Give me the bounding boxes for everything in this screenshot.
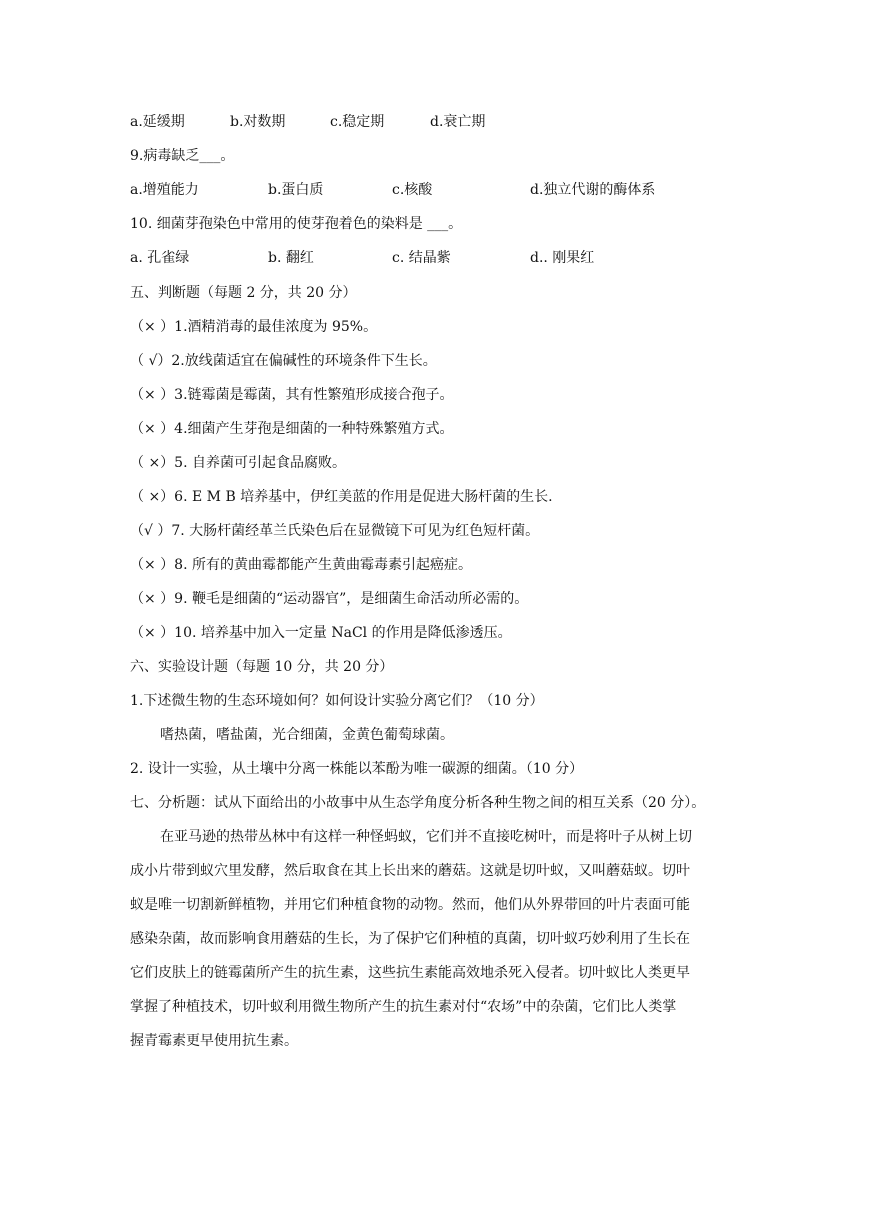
judgement-item-9: （× ）9. 鞭毛是细菌的“运动器官”，是细菌生命活动所必需的。 <box>130 591 529 607</box>
judgement-item-1: （× ）1.酒精消毒的最佳浓度为 95%。 <box>130 319 378 335</box>
story-line-1: 在亚马逊的热带丛林中有这样一种怪蚂蚁，它们并不直接吃树叶，而是将叶子从树上切 <box>160 829 692 845</box>
q8-option-d: d.衰亡期 <box>430 114 486 130</box>
q9-option-c: c.核酸 <box>392 182 433 198</box>
q8-option-c: c.稳定期 <box>330 114 385 130</box>
section6-title: 六、实验设计题（每题 10 分，共 20 分） <box>130 659 394 675</box>
q9-stem: 9.病毒缺乏___。 <box>130 148 235 164</box>
q9-option-b: b.蛋白质 <box>268 182 324 198</box>
story-line-7: 握青霉素更早使用抗生素。 <box>130 1033 298 1049</box>
section7-title: 七、分析题：试从下面给出的小故事中从生态学角度分析各种生物之间的相互关系（20 分）。 <box>130 795 706 811</box>
section6-question-1: 1.下述微生物的生态环境如何？如何设计实验分离它们？（10 分） <box>130 693 544 709</box>
judgement-item-2: （ √）2.放线菌适宜在偏碱性的环境条件下生长。 <box>130 353 437 369</box>
judgement-item-5: （ ×）5. 自养菌可引起食品腐败。 <box>130 455 346 471</box>
story-line-6: 掌握了种植技术，切叶蚁利用微生物所产生的抗生素对付“农场”中的杂菌，它们比人类掌 <box>130 999 677 1015</box>
story-line-4: 感染杂菌，故而影响食用蘑菇的生长，为了保护它们种植的真菌，切叶蚁巧妙利用了生长在 <box>130 931 690 947</box>
story-line-3: 蚁是唯一切割新鲜植物，并用它们种植食物的动物。然而，他们从外界带回的叶片表面可能 <box>130 897 690 913</box>
q8-option-a: a.延缓期 <box>130 114 185 130</box>
q10-option-c: c. 结晶紫 <box>392 250 451 266</box>
q9-option-a: a.增殖能力 <box>130 182 199 198</box>
story-line-2: 成小片带到蚁穴里发酵，然后取食在其上长出来的蘑菇。这就是切叶蚁，又叫蘑菇蚁。切叶 <box>130 863 690 879</box>
q10-option-b: b. 翻红 <box>268 250 314 266</box>
q9-option-d: d.独立代谢的酶体系 <box>530 182 656 198</box>
q10-option-d: d.. 刚果红 <box>530 250 595 266</box>
judgement-item-3: （× ）3.链霉菌是霉菌，其有性繁殖形成接合孢子。 <box>130 387 454 403</box>
section6-question-2: 2. 设计一实验，从土壤中分离一株能以苯酚为唯一碳源的细菌。（10 分） <box>130 761 584 777</box>
q8-option-b: b.对数期 <box>230 114 286 130</box>
story-line-5: 它们皮肤上的链霉菌所产生的抗生素，这些抗生素能高效地杀死入侵者。切叶蚁比人类更早 <box>130 965 690 981</box>
judgement-item-6: （ ×）6. E M B 培养基中，伊红美蓝的作用是促进大肠杆菌的生长. <box>130 489 553 505</box>
judgement-item-10: （× ）10. 培养基中加入一定量 NaCl 的作用是降低渗透压。 <box>130 625 512 641</box>
q10-option-a: a. 孔雀绿 <box>130 250 190 266</box>
judgement-item-4: （× ）4.细菌产生芽孢是细菌的一种特殊繁殖方式。 <box>130 421 454 437</box>
section6-question-1-list: 嗜热菌，嗜盐菌，光合细菌，金黄色葡萄球菌。 <box>160 727 454 743</box>
judgement-item-7: （√ ）7. 大肠杆菌经革兰氏染色后在显微镜下可见为红色短杆菌。 <box>130 523 540 539</box>
judgement-item-8: （× ）8. 所有的黄曲霉都能产生黄曲霉毒素引起癌症。 <box>130 557 472 573</box>
section5-title: 五、判断题（每题 2 分，共 20 分） <box>130 285 357 301</box>
q10-stem: 10. 细菌芽孢染色中常用的使芽孢着色的染料是 ___。 <box>130 216 463 232</box>
